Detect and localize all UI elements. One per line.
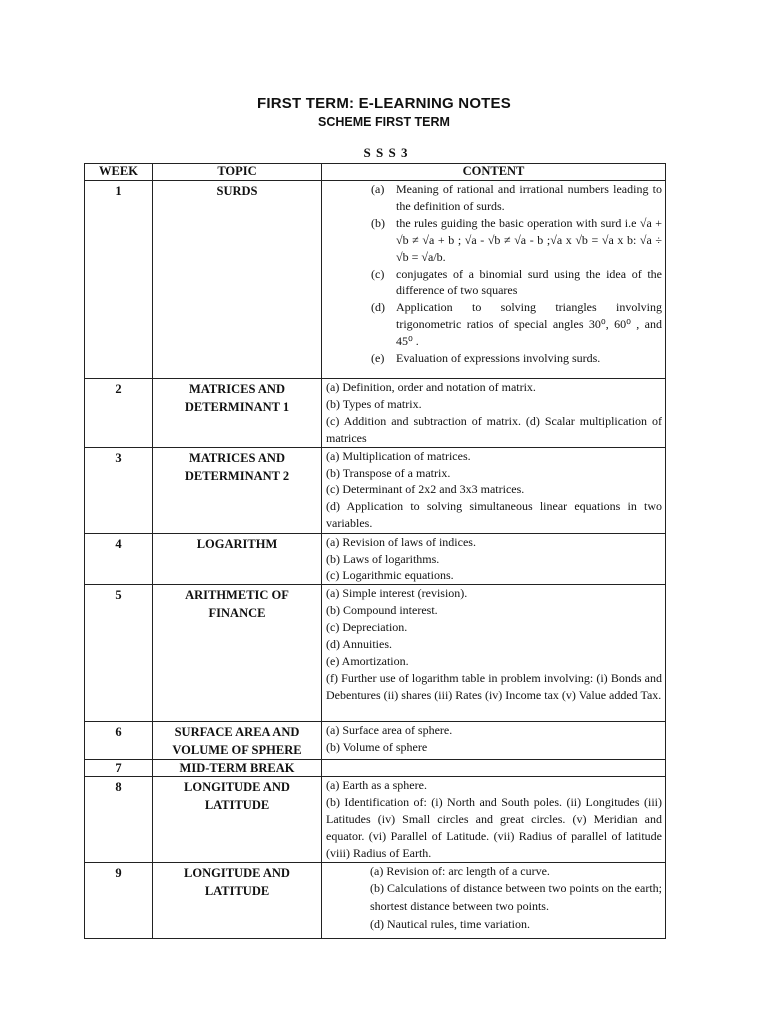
column-header-topic: TOPIC <box>153 164 322 181</box>
week-cell: 9 <box>85 862 153 938</box>
content-item <box>326 266 662 300</box>
content-line: (c) Depreciation. <box>326 620 408 635</box>
content-item <box>326 350 662 367</box>
item-marker: (d) <box>371 300 385 315</box>
topic-cell: SURDS <box>153 181 322 379</box>
topic-cell: ARITHMETIC OF FINANCE <box>153 585 322 722</box>
table-row <box>85 447 666 533</box>
item-text: Meaning of rational and irrational numbers leading to the definition of surds. <box>396 182 662 213</box>
content-line: (d) Application to solving simultaneous linear equations in two variables. <box>326 499 662 531</box>
content-cell <box>322 760 666 777</box>
document-title: FIRST TERM: E-LEARNING NOTES <box>257 95 511 112</box>
content-line: (b) Calculations of distance between two points on the earth; shortest distance between two points. <box>370 881 662 914</box>
table-row <box>85 533 666 585</box>
item-text: Evaluation of expressions involving surds. <box>396 351 601 366</box>
item-marker: (e) <box>371 351 385 366</box>
item-text: Application to solving triangles involving trigonometric ratios of special angles 30⁰, 60⁰ , and 45⁰ . <box>396 300 662 349</box>
table-row <box>85 585 666 722</box>
content-line: (b) Types of matrix. <box>326 396 422 411</box>
content-cell <box>322 777 666 863</box>
table-row <box>85 777 666 863</box>
content-line: (d) Nautical rules, time variation. <box>370 916 530 931</box>
content-cell <box>322 533 666 585</box>
topic-cell: SURFACE AREA AND VOLUME OF SPHERE <box>153 722 322 760</box>
content-line: (e) Amortization. <box>326 653 409 668</box>
content-line: (b) Transpose of a matrix. <box>326 465 451 480</box>
content-line: (d) Annuities. <box>326 637 392 652</box>
content-line: (a) Earth as a sphere. <box>326 778 427 793</box>
content-line: (a) Simple interest (revision). <box>326 586 468 601</box>
content-line: (b) Laws of logarithms. <box>326 551 440 566</box>
week-cell: 3 <box>85 447 153 533</box>
table-row <box>85 722 666 760</box>
content-line: (b) Volume of sphere <box>326 740 428 755</box>
content-cell <box>322 862 666 938</box>
item-marker: (a) <box>371 182 385 196</box>
table-row <box>85 760 666 777</box>
content-cell <box>322 379 666 448</box>
topic-cell: LONGITUDE AND LATITUDE <box>153 777 322 863</box>
class-label: S S S 3 <box>363 145 409 160</box>
item-marker: (c) <box>371 266 385 281</box>
table-row <box>85 862 666 938</box>
content-item <box>326 299 662 350</box>
content-line: (f) Further use of logarithm table in problem involving: (i) Bonds and Debentures (ii) shares (iii) Rates (iv) Income tax (v) Value added Tax. <box>326 670 662 702</box>
content-line: (b) Identification of: (i) North and South poles. (ii) Longitudes (iii) Latitudes (iv) Small circles and great circles. (v) Meridian and equator. (vi) Parallel of Latitude. (vii) Radius of parallel of latitude (viii) Radius of Earth. <box>326 795 662 860</box>
content-line: (a) Multiplication of matrices. <box>326 448 471 463</box>
content-line: (a) Surface area of sphere. <box>326 723 453 738</box>
topic-cell: MATRICES AND DETERMINANT 1 <box>153 379 322 448</box>
column-header-content: CONTENT <box>322 164 666 181</box>
topic-cell: MID-TERM BREAK <box>153 760 322 777</box>
item-text: conjugates of a binomial surd using the idea of the difference of two squares <box>396 266 662 298</box>
content-line: (c) Determinant of 2x2 and 3x3 matrices. <box>326 482 525 497</box>
topic-cell: LONGITUDE AND LATITUDE <box>153 862 322 938</box>
week-cell: 7 <box>85 760 153 777</box>
scheme-table <box>84 163 666 939</box>
content-item <box>326 215 662 266</box>
document-subtitle: SCHEME FIRST TERM <box>318 115 450 129</box>
content-cell <box>322 585 666 722</box>
week-cell: 5 <box>85 585 153 722</box>
content-line: (b) Compound interest. <box>326 603 438 618</box>
week-cell: 8 <box>85 777 153 863</box>
content-line: (c) Addition and subtraction of matrix. (d) Scalar multiplication of matrices <box>326 413 662 445</box>
content-line: (a) Revision of laws of indices. <box>326 534 476 549</box>
week-cell: 2 <box>85 379 153 448</box>
table-row <box>85 181 666 379</box>
week-cell: 1 <box>85 181 153 379</box>
table-row <box>85 379 666 448</box>
content-cell <box>322 447 666 533</box>
content-cell <box>322 722 666 760</box>
content-line: (c) Logarithmic equations. <box>326 568 454 583</box>
topic-cell: LOGARITHM <box>153 533 322 585</box>
table-header-row <box>85 164 666 181</box>
week-cell: 6 <box>85 722 153 760</box>
week-cell: 4 <box>85 533 153 585</box>
item-text: the rules guiding the basic operation with surd i.e √a + √b ≠ √a + b ; √a - √b ≠ √a - b ;√a x √b = √a x b: √a ÷ √b = √a/b. <box>396 215 662 264</box>
content-item <box>326 181 662 215</box>
item-marker: (b) <box>371 215 385 230</box>
content-line: (a) Definition, order and notation of matrix. <box>326 380 536 394</box>
content-line: (a) Revision of: arc length of a curve. <box>370 863 550 878</box>
column-header-week: WEEK <box>85 164 153 181</box>
topic-cell: MATRICES AND DETERMINANT 2 <box>153 447 322 533</box>
content-cell <box>322 181 666 379</box>
